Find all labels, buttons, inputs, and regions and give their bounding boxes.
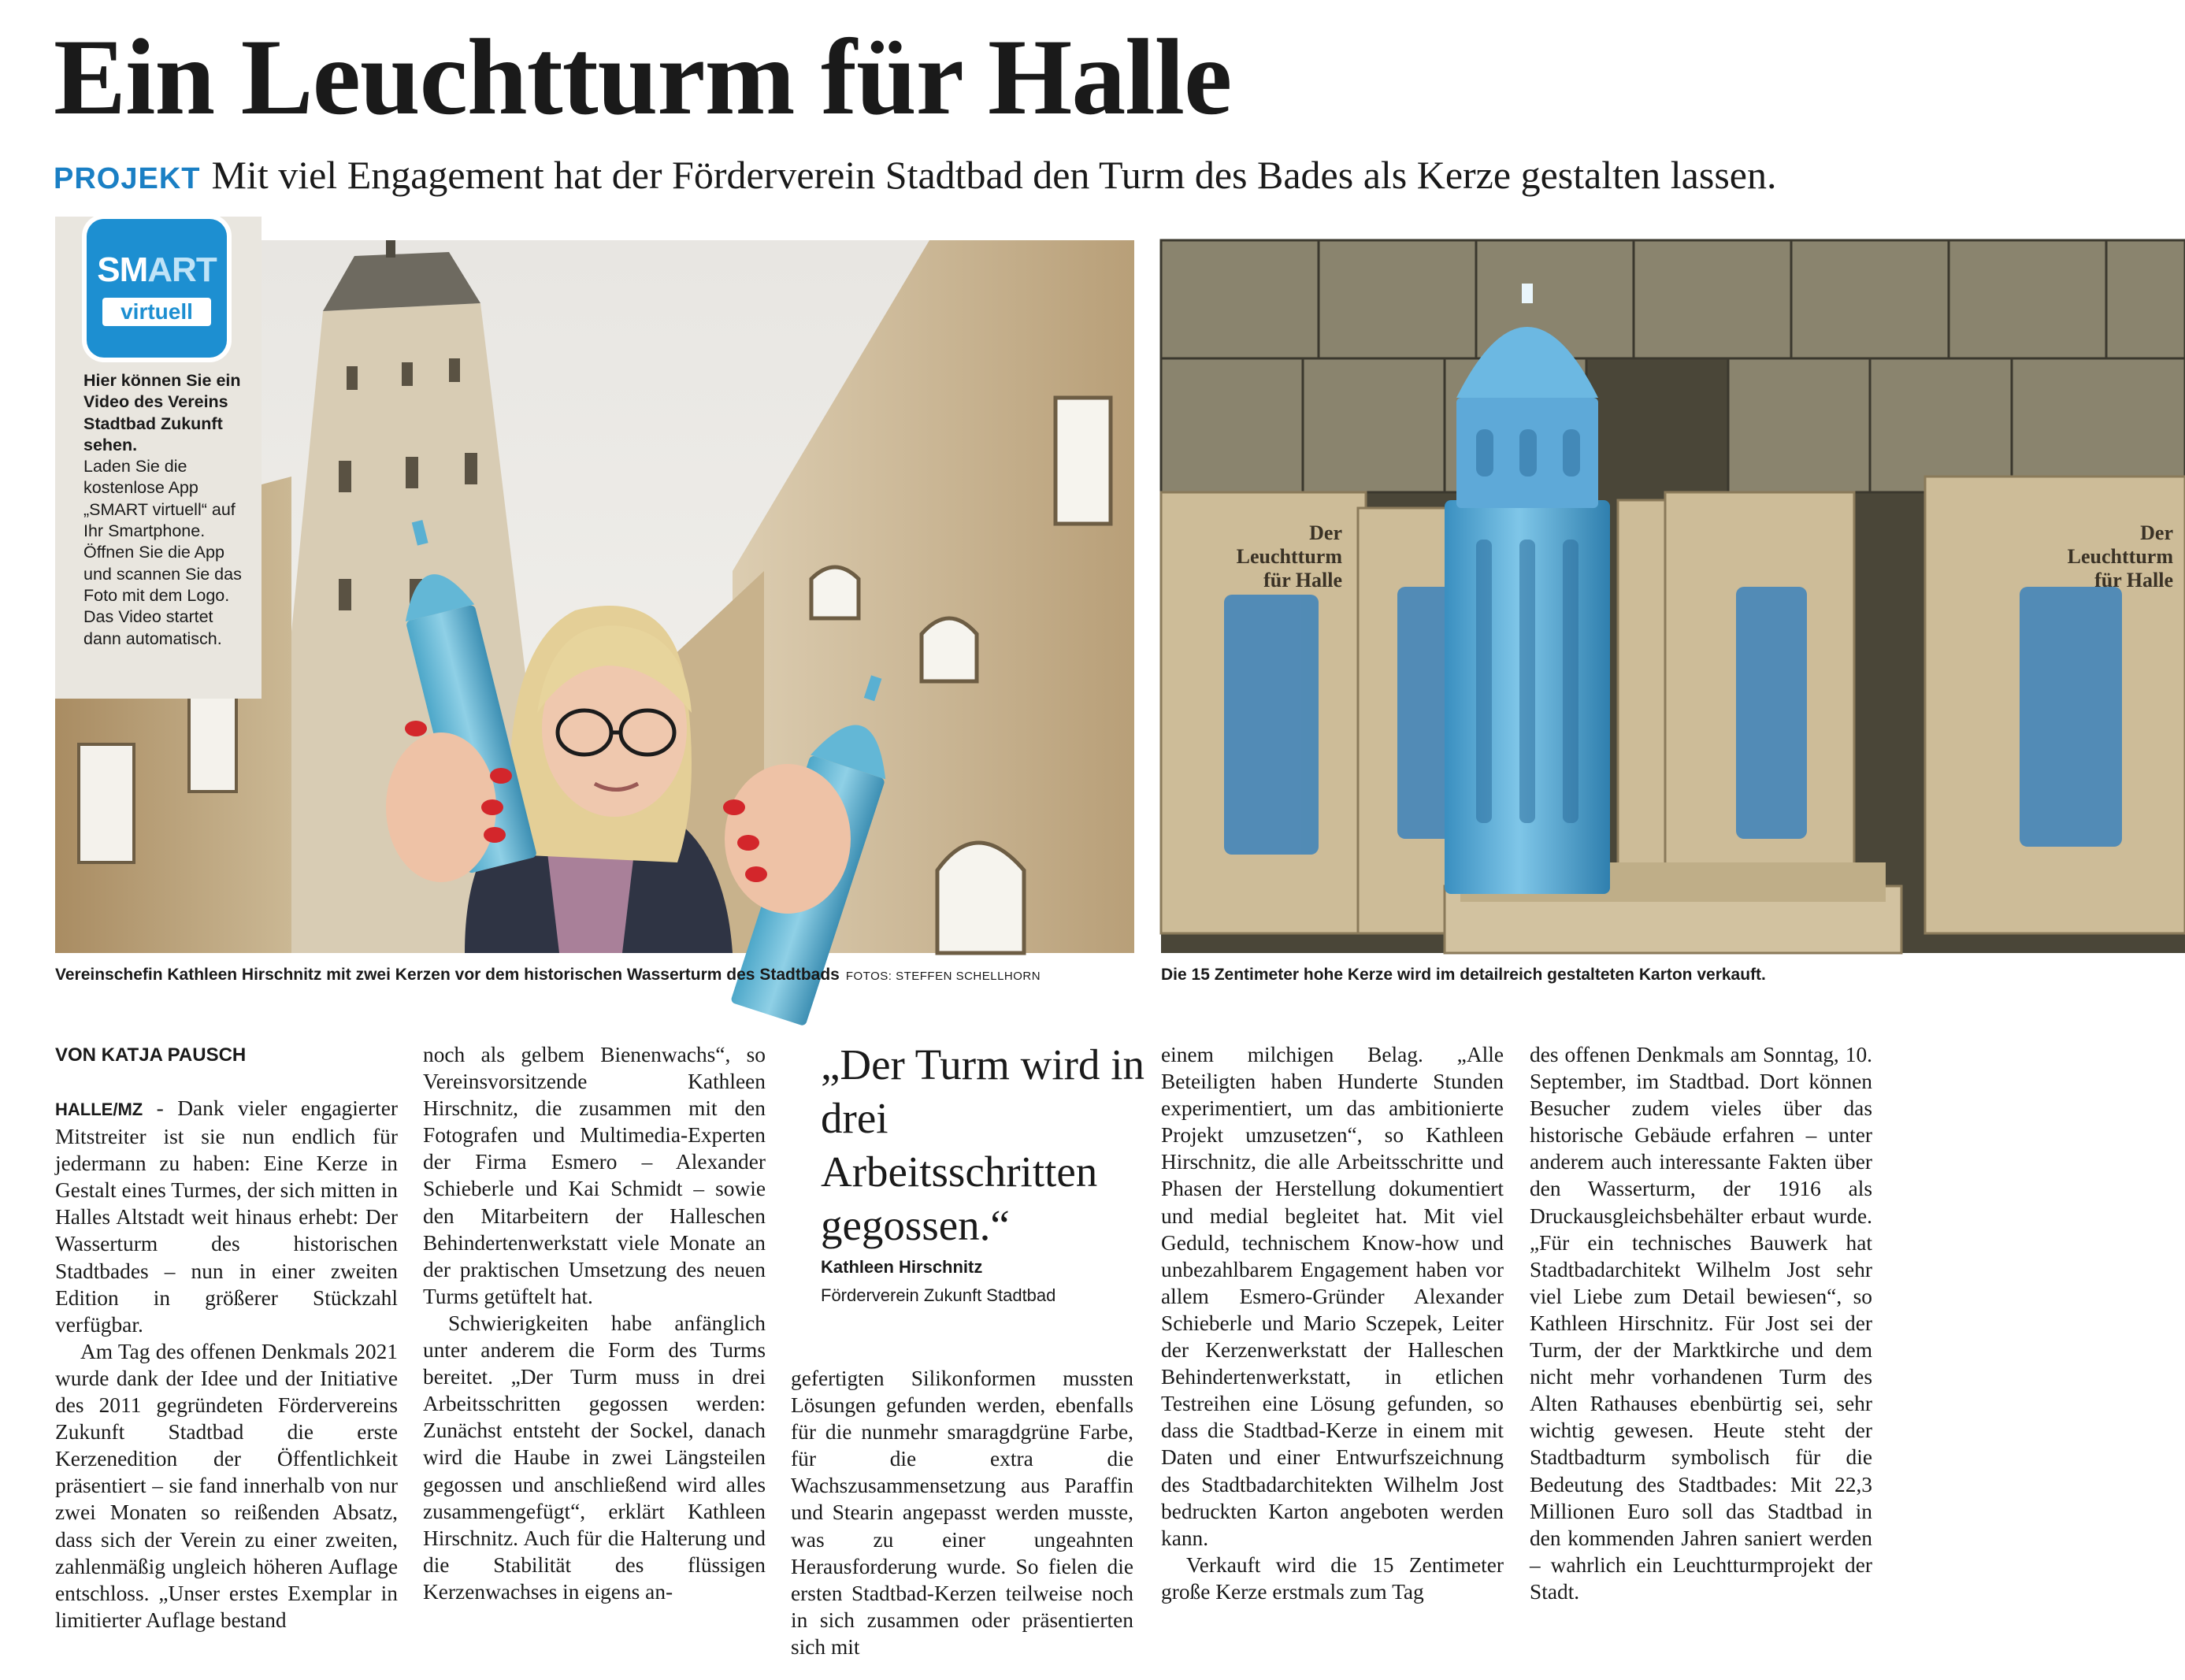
article-column-1 <box>55 1095 398 1634</box>
box-label-right-3: für Halle <box>2094 569 2173 592</box>
kicker: PROJEKT <box>54 162 201 195</box>
col3-paragraph-1: gefertigten Silikonformen mussten Lösungen gefunden werden, ebenfalls für die nunmehr smaragdgrüne Farbe, für die extra die Wachszusammensetzung aus Paraffin und Stearin angepasst werden musste, was zu einer ungeahnten Herausforderung wurde. So fielen die ersten Stadtbad-Kerzen teilweise noch in sich zusammen oder präsentierten sich mit <box>791 1367 1133 1659</box>
photo-credit: FOTOS: STEFFEN SCHELLHORN <box>845 970 1041 983</box>
photo-candle-illustration <box>1161 240 2185 953</box>
photo2-caption: Die 15 Zentimeter hohe Kerze wird im detailreich gestalteten Karton verkauft. <box>1161 966 1766 984</box>
article-column-5 <box>1530 1041 1872 1605</box>
pull-quote-name: Kathleen Hirschnitz <box>821 1257 983 1277</box>
box-label-left-2: Leuchtturm <box>1236 545 1342 568</box>
col4-paragraph-2: Verkauft wird die 15 Zentimeter große Kerze erstmals zum Tag <box>1161 1552 1504 1604</box>
col5-paragraph-1: des offenen Denkmals am Sonntag, 10. September, im Stadtbad. Dort können Besucher zudem vieles über das historische Gebäude erfahren – unter anderem auch interessante Fakten über den Wasserturm, der 1916 als Druckausgleichsbehälter erbaut wurde. „Für ein technisches Bauwerk hat Stadtbadarchitekt Wilhelm Jost sehr viel Liebe zum Detail bewiesen“, so Kathleen Hirschnitz. Für Jost sei der Turm, der der Marktkirche und dem nicht mehr vorhandenen Turm des Alten Rathauses ebenbürtig sei, sehr wichtig gewesen. Heute steht der Stadtbadturm symbolisch für die Bedeutung des Stadtbades: Mit 22,3 Millionen Euro soll das Stadtbad in den kommenden Jahren saniert werden – wahrlich ein Leuchtturmprojekt der Stadt. <box>1530 1043 1872 1604</box>
col1-paragraph-1: HALLE/MZ - Dank vieler engagierter Mitstreiter ist sie nun endlich für jedermann zu haben: Eine Kerze in Gestalt eines Turmes, der sich mitten in Halles Altstadt weit hinaus erhebt: Der Wasserturm des historischen Stadtbades – nun in einer zweiten Edition in größerer Stückzahl verfügbar. <box>55 1096 398 1337</box>
box-label-left-1: Der <box>1309 521 1342 544</box>
photo-candle-box <box>1161 240 2185 953</box>
col1-paragraph-2: Am Tag des offenen Denkmals 2021 wurde dank der Idee und der Initiative des 2011 gegründeten Fördervereins Zukunft Stadtbad die erste Kerzenedition der Öffentlichkeit präsentiert – sie fand innerhalb von nur zwei Monaten so reißenden Absatz, dass sich der Verein zu einer zweiten, zahlenmäßig ungleich höheren Auflage entschloss. „Unser erstes Exemplar in limitierter Auflage bestand <box>55 1339 398 1632</box>
pull-quote-org: Förderverein Zukunft Stadtbad <box>821 1285 1056 1305</box>
article-column-3 <box>791 1365 1133 1660</box>
smart-box-lead: Hier können Sie ein Video des Vereins Stadtbad Zukunft sehen. <box>83 371 241 454</box>
col2-paragraph-1: noch als gelbem Bienenwachs“, so Vereinsvorsitzende Kathleen Hirschnitz, die zusammen mit den Fotografen und Multimedia-Experten der Firma Esmero – Alexander Schieberle und Kai Schmidt – sowie den Mitarbeitern der Halleschen Behindertenwerkstatt viele Monate an der praktischen Umsetzung des neuen Turms getüftelt hat. <box>423 1043 766 1308</box>
smart-box-body: Laden Sie die kostenlose App „SMART virtuell“ auf Ihr Smartphone. Öffnen Sie die App und scannen Sie das Foto mit dem Logo. Das Video startet dann automatisch. <box>83 457 242 648</box>
smart-logo-word: SMART <box>97 250 217 289</box>
dateline: HALLE/MZ <box>55 1100 143 1119</box>
pull-quote: „Der Turm wird in drei Arbeitsschritten gegossen.“ <box>821 1040 1144 1249</box>
subline <box>54 151 1776 202</box>
smart-virtuell-logo <box>87 219 227 358</box>
box-label-left-3: für Halle <box>1263 569 1342 592</box>
subline-text: Mit viel Engagement hat der Förderverein Stadtbad den Turm des Bades als Kerze gestalten lassen. <box>211 153 1777 197</box>
smart-box-text <box>83 370 252 650</box>
col4-paragraph-1: einem milchigen Belag. „Alle Beteiligten haben Hunderte Stunden experimentiert, um das ambitionierte Projekt umzusetzen“, so Kathleen Hirschnitz, die alle Arbeitsschritte und Phasen der Herstellung dokumentiert und medial begleitet hat. Mit viel Geduld, technischem Know-how und unbezahlbarem Engagement haben vor allem Esmero-Gründer Alexander Schieberle und Mario Sczepek, Leiter der Kerzenwerkstatt der Halleschen Behindertenwerkstatt, in etlichen Testreihen eine Lösung gefunden, so dass die Stadtbad-Kerze in einem mit Daten und einer Entwurfszeichnung des Stadtbadarchitekten Wilhelm Jost bedruckten Karton angeboten werden kann. <box>1161 1043 1504 1550</box>
col2-paragraph-2: Schwierigkeiten habe anfänglich unter anderem die Form des Turms bereitet. „Der Turm muss in drei Arbeitsschritten gegossen werden: Zunächst entsteht der Sockel, danach wird die Haube in zwei Längsteilen gegossen und anschließend wird alles zusammengefügt“, erklärt Kathleen Hirschnitz. Auch für die Halterung und die Stabilität des flüssigen Kerzenwachses in eigens an- <box>423 1311 766 1604</box>
article-column-4 <box>1161 1041 1504 1605</box>
headline: Ein Leuchtturm für Halle <box>54 17 1232 137</box>
article-column-2 <box>423 1041 766 1605</box>
photo1-caption: Vereinschefin Kathleen Hirschnitz mit zwei Kerzen vor dem historischen Wasserturm des Stadtbads FOTOS: STEFFEN SCHELLHORN <box>55 966 1041 984</box>
byline: VON KATJA PAUSCH <box>55 1044 247 1066</box>
box-label-right-1: Der <box>2140 521 2173 544</box>
smart-logo-badge: virtuell <box>102 298 211 326</box>
box-label-right-2: Leuchtturm <box>2067 545 2173 568</box>
